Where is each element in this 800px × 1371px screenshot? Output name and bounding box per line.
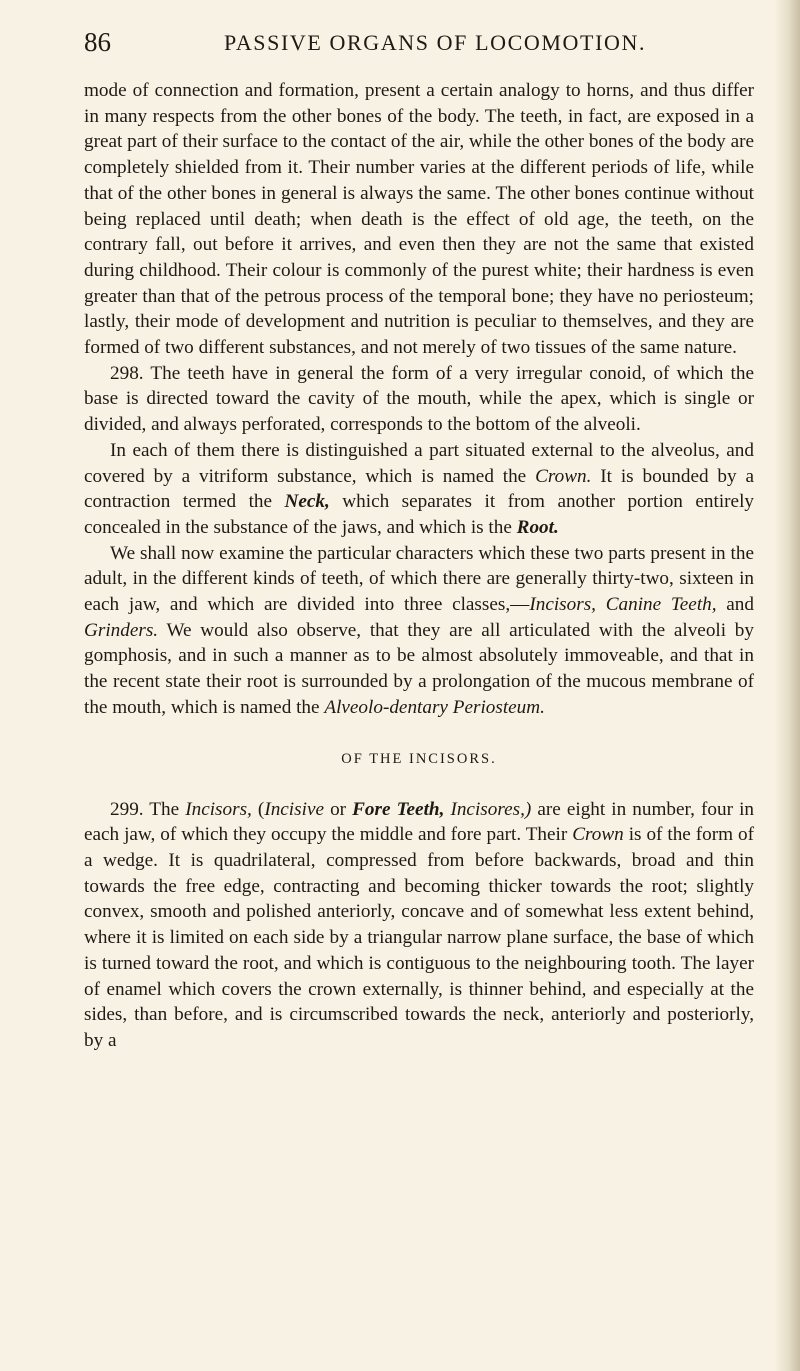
term-incisors-2: Incisors,: [185, 798, 252, 820]
body-text: [84, 78, 754, 1054]
paragraph-number-299: 299.: [110, 798, 144, 820]
paragraph-parts-text-1: In each of them there is distinguished a part situated external to the alveolus, and covered by a vitriform substance, which is named the: [84, 439, 754, 487]
term-incisores: Incisores,): [450, 798, 532, 820]
paragraph-298-text: The teeth have in general the form of a very irregular conoid, of which the base is directed toward the cavity of the mouth, while the apex, which is single or divided, and always perforated, corresponds to the bottom of the alveoli.: [84, 362, 754, 436]
running-title: PASSIVE ORGANS OF LOCOMOTION.: [224, 30, 647, 55]
term-incisive: Incisive: [264, 798, 324, 820]
term-canine-teeth: Canine Teeth,: [605, 594, 717, 616]
paragraph-299: [84, 797, 754, 1054]
term-crown: Crown.: [535, 465, 592, 487]
term-alveolo-dentary-periosteum: Alveolo-dentary Periosteum.: [324, 696, 545, 718]
paragraph-299-text-6: is of the form of a wedge. It is quadrilateral, compressed from before backwards, broad and thin towards the free edge, contracting and becoming thicker towards the root; slightly convex, smooth and polished anteriorly, concave and of somewhat less extent behind, where it is limited on each side by a triangular narrow plane surface, the base of which is turned toward the root, and which is contiguous to the neighbouring tooth. The layer of enamel which covers the crown externally, is thinner behind, and especially at the sides, than before, and is circumscribed towards the neck, anteriorly and posteriorly, by a: [84, 824, 754, 1051]
term-neck: Neck,: [284, 491, 330, 513]
page-number: 86: [84, 27, 111, 57]
paragraph-classes: [84, 541, 754, 721]
paragraph-299-text-3: or: [323, 798, 353, 820]
paragraph-classes-text-1: We shall now examine the particular characters which these two parts present in the adult, in the different kinds of teeth, of which there are generally thirty-two, sixteen in each jaw, and which are divided into three classes,—: [84, 542, 754, 616]
paragraph-parts-text-2: It is bounded by a contraction termed the: [84, 465, 754, 513]
paragraph-298: [84, 361, 754, 438]
paragraph-parts: [84, 438, 754, 541]
paragraph-1: [84, 78, 754, 361]
term-incisors: Incisors,: [529, 594, 596, 616]
paragraph-parts-text-3: which separates it from another portion entirely concealed in the substance of the jaws, and which is the: [84, 491, 754, 538]
paragraph-classes-text-2: We would also observe, that they are all articulated with the alveoli by gomphosis, and in such a manner as to be almost absolutely immoveable, and that in the recent state their root is surrounded by a prolongation of the mucous membrane of the mouth, which is named the: [84, 619, 754, 718]
paragraph-number-298: 298.: [110, 362, 144, 384]
paragraph-299-text-5: are eight in number, four in each jaw, of which they occupy the middle and fore part. Their: [84, 798, 754, 846]
term-fore-teeth: Fore Teeth,: [352, 798, 445, 820]
section-heading: OF THE INCISORS.: [341, 750, 497, 767]
paragraph-299-text-1: The: [143, 798, 186, 820]
term-crown-2: Crown: [572, 824, 624, 846]
term-grinders: Grinders.: [84, 619, 159, 641]
term-root: Root.: [516, 516, 559, 538]
paragraph-299-text-2: (: [251, 798, 265, 820]
page-edge-shadow: [774, 0, 800, 1371]
paragraph-1-text: mode of connection and formation, present a certain analogy to horns, and thus differ in many respects from the other bones of the body. The teeth, in fact, are exposed in a great part of their surface to the contact of the air, while the other bones of the body are completely shielded from it. Their number varies at the different periods of life, while that of the other bones in general is always the same. The other bones continue without being replaced until death; when death is the effect of old age, the teeth, on the contrary fall, out before it arrives, and even then they are not the same that existed during childhood. Their colour is commonly of the purest white; their hardness is even greater than that of the petrous process of the temporal bone; they have no periosteum; lastly, their mode of development and nutrition is peculiar to themselves, and they are formed of two different substances, and not merely of two tissues of the same nature.: [84, 80, 754, 359]
paragraph-classes-and: and: [716, 594, 754, 616]
page-header: [84, 24, 770, 60]
